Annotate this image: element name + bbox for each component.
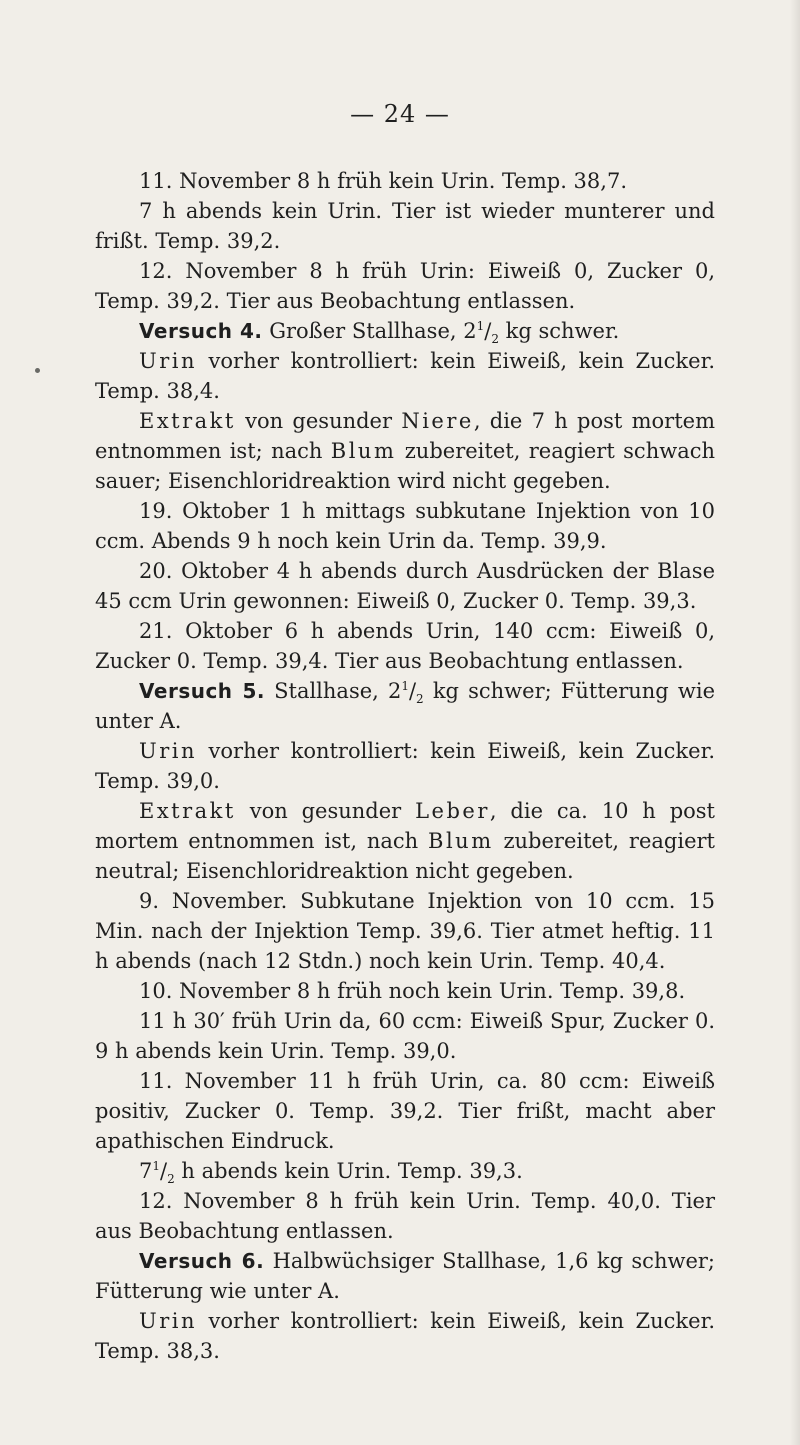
- margin-speck: [35, 368, 40, 373]
- paragraph: Urin vorher kontrolliert: kein Eiweiß, kein Zucker. Temp. 38,3.: [95, 1309, 715, 1363]
- paragraph: 12. November 8 h früh Urin: Eiweiß 0, Zucker 0, Temp. 39,2. Tier aus Beobachtung entlassen.: [95, 259, 715, 313]
- paragraph: 11 h 30′ früh Urin da, 60 ccm: Eiweiß Spur, Zucker 0. 9 h abends kein Urin. Temp. 39,0.: [95, 1009, 715, 1063]
- paragraph: 11. November 8 h früh kein Urin. Temp. 38,7.: [139, 169, 627, 193]
- page-number: — 24 —: [350, 100, 450, 128]
- fraction: $^1/_2$: [476, 319, 499, 347]
- paragraph: Extrakt von gesunder Leber, die ca. 10 h post mortem entnommen ist, nach Blum zubereitet, reagiert neutral; Eisenchloridreaktion nicht gegeben.: [95, 799, 715, 883]
- experiment-label: Versuch 4.: [139, 319, 263, 343]
- experiment-label: Versuch 5.: [139, 679, 265, 703]
- experiment-6-heading-paragraph: Versuch 6. Halbwüchsiger Stallhase, 1,6 kg schwer; Fütterung wie unter A.: [95, 1249, 715, 1303]
- fraction: $^1/_2$: [401, 679, 424, 707]
- paragraph: 21. Oktober 6 h abends Urin, 140 ccm: Eiweiß 0, Zucker 0. Temp. 39,4. Tier aus Beobachtung entlassen.: [95, 619, 715, 673]
- paragraph: 10. November 8 h früh noch kein Urin. Temp. 39,8.: [139, 979, 686, 1003]
- paragraph: Extrakt von gesunder Niere, die 7 h post mortem entnommen ist; nach Blum zubereitet, reagiert schwach sauer; Eisenchloridreaktion wird nicht gegeben.: [95, 409, 716, 493]
- experiment-label: Versuch 6.: [139, 1249, 265, 1273]
- body-text: [95, 166, 715, 1366]
- experiment-4-heading-paragraph: Versuch 4. Großer Stallhase, $2^1/_2$ kg schwer.: [139, 319, 620, 347]
- page-edge-shadow: [790, 0, 800, 1445]
- paragraph: $7^1/_2$ h abends kein Urin. Temp. 39,3.: [139, 1159, 523, 1187]
- paragraph: 20. Oktober 4 h abends durch Ausdrücken der Blase 45 ccm Urin gewonnen: Eiweiß 0, Zucker 0. Temp. 39,3.: [95, 559, 715, 613]
- paragraph: 11. November 11 h früh Urin, ca. 80 ccm: Eiweiß positiv, Zucker 0. Temp. 39,2. Tier frißt, macht aber apathischen Eindruck.: [95, 1069, 715, 1153]
- paragraph: 9. November. Subkutane Injektion von 10 ccm. 15 Min. nach der Injektion Temp. 39,6. Tier atmet heftig. 11 h abends (nach 12 Stdn.) noch kein Urin. Temp. 40,4.: [95, 889, 715, 973]
- fraction: $^1/_2$: [152, 1159, 175, 1187]
- experiment-5-heading-paragraph: Versuch 5. Stallhase, $2^1/_2$ kg schwer; Fütterung wie unter A.: [95, 679, 715, 733]
- paragraph: Urin vorher kontrolliert: kein Eiweiß, kein Zucker. Temp. 38,4.: [95, 349, 715, 403]
- paragraph: 7 h abends kein Urin. Tier ist wieder munterer und frißt. Temp. 39,2.: [95, 199, 715, 253]
- paragraph: 12. November 8 h früh kein Urin. Temp. 40,0. Tier aus Beobachtung entlassen.: [95, 1189, 715, 1243]
- paragraph: 19. Oktober 1 h mittags subkutane Injektion von 10 ccm. Abends 9 h noch kein Urin da. Temp. 39,9.: [95, 499, 715, 553]
- paragraph: Urin vorher kontrolliert: kein Eiweiß, kein Zucker. Temp. 39,0.: [95, 739, 715, 793]
